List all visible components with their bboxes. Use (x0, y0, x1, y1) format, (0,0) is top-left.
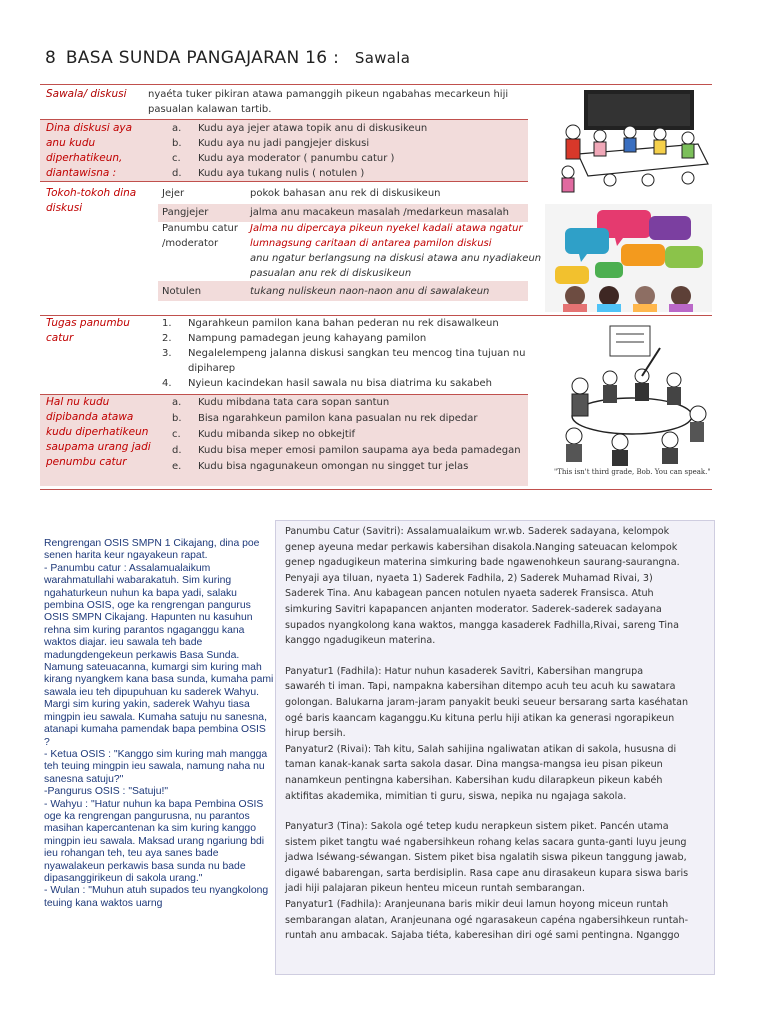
list-text: Negalelempeng jalanna diskusi sangkan teu mencog tina tujuan nu (188, 348, 526, 359)
list-marker: b. (172, 413, 182, 424)
dialogue-line: taman kanak-kanak sarta sakola dasar. Dina mangsa-mangsa ieu pisan pikeun (285, 759, 663, 771)
row-label: Tokoh-tokoh dina diskusi (46, 187, 137, 214)
list-item (162, 346, 525, 361)
list-marker: c. (172, 153, 181, 164)
list-item (162, 331, 525, 346)
role-desc: tukang nuliskeun naon-naon anu di sawalakeun (250, 286, 490, 297)
dialogue-line: genep ayeuna medar perkawis kabersihan disakola.Nanging sateuacan kelompok (285, 541, 678, 553)
list-marker: 1. (162, 318, 172, 329)
role-name: Notulen (162, 286, 202, 297)
list-marker: e. (172, 461, 182, 472)
table-rule (40, 181, 528, 182)
table-rule (40, 119, 528, 120)
list-marker: 2. (162, 333, 172, 344)
speech-bubbles-illustration (545, 204, 712, 312)
list-item (172, 166, 427, 181)
list-text: Kudu mibdana tata cara sopan santun (198, 397, 390, 408)
dialogue-line: hirup bersih. (285, 728, 346, 740)
role-name: Jejer (162, 188, 185, 199)
dialogue-line: jadwa lséwang-séwangan. Sistem piket bisa ngalatih siswa pikeun tanggung jawab, (285, 852, 687, 864)
dialogue-line: genep ngadugikeun materina simkuring bade ngawenohkeun saurang-saurangna. (285, 557, 680, 569)
osis-paragraph: -Pangurus OSIS : "Satuju!" (44, 786, 169, 798)
osis-dialogue (44, 538, 274, 910)
page-title (45, 48, 410, 68)
dialogue-line: Panyatur3 (Tina): Sakola ogé tetep kudu nerapkeun sistem piket. Pancén utama (285, 821, 669, 833)
dialogue-block (285, 742, 705, 804)
list-item (172, 151, 427, 166)
page-number: 8 (45, 48, 57, 68)
row-list (172, 121, 427, 181)
list-marker: b. (172, 138, 182, 149)
dialogue-line: Saderek Tina. Anu kabagean pancen notulen nyaeta saderek Fransisca. Atuh (285, 588, 654, 600)
list-item (162, 316, 525, 331)
list-marker: c. (172, 429, 181, 440)
table-rule (40, 489, 712, 490)
dialogue-block (285, 524, 705, 649)
list-item (172, 459, 521, 475)
list-text: Kudu aya moderator ( panumbu catur ) (198, 153, 395, 164)
row-label: Dina diskusi aya anu kudu diperhatikeun, diantawisna : (46, 122, 133, 179)
summary-table (40, 84, 712, 490)
role-name: Pangjejer (162, 207, 209, 218)
title-text: BASA SUNDA PANGAJARAN 16 : (65, 48, 340, 68)
dialogue-line: Penyaji aya tiluan, nyaeta 1) Saderek Fadhila, 2) Saderek Muhamad Rivai, 3) (285, 572, 653, 584)
list-text: Nampung pamadegan jeung kahayang pamilon (188, 333, 427, 344)
list-marker: a. (172, 397, 182, 408)
list-text: Ngarahkeun pamilon kana bahan pederan nu rek disawalkeun (188, 318, 499, 329)
list-text: Kudu aya nu jadi pangjejer diskusi (198, 138, 370, 149)
osis-paragraph: - Ketua OSIS : "Kanggo sim kuring mah mangga teh teuing mingpin ieu sawala, namung naha nu sanesna satuju?" (44, 748, 268, 785)
role-desc: jalma anu macakeun masalah /medarkeun masalah (250, 207, 510, 218)
role-desc-line: Jalma nu dipercaya pikeun nyekel kadali atawa ngatur (250, 223, 523, 234)
list-marker: d. (172, 168, 182, 179)
osis-paragraph: - Panumbu catur : Assalamualaikum warahmatullahi wabarakatuh. Sim kuring ngahaturkeun nuhun ka bapa yadi, salaku pembina OSIS, oge ka rengrengan pangurus OSIS SMPN Cikajang. Hapunten nu kasuhun rehna sim kuring parantos ngaganggu kana waktos diajar. ieu sawala teh bade madungdengekeun perkawis Basa Sunda. Namung sateuacanna, kumargi sim kuring mah kirang nyangkem kana basa sunda, kumaha pami sawala ieu teh dipupuhuan ku saderek Wahyu. Margi sim kuring yakin, saderek Wahyu tiasa mingpin ieu sawala. Kumaha satuju nu sanesna, atanapi kumaha pamendak bapa pembina OSIS ? (44, 562, 274, 748)
row-list (172, 395, 521, 475)
dialogue-line: sembarangan alatan, Aranjeunana ogé ngarasakeun capéna ngabersihkeun runtah- (285, 914, 689, 926)
list-text: Bisa ngarahkeun pamilon kana pasualan nu rek dipedar (198, 413, 478, 424)
list-item (162, 361, 525, 376)
osis-paragraph: - Wulan : "Muhun atuh supados teu nyangkolong teuing kana waktos uarng (44, 885, 269, 909)
dialogue-line: Panyatur1 (Fadhila): Hatur nuhun kasaderek Savitri, Kabersihan mangrupa (285, 665, 644, 677)
dialogue-line: supados nyangkolong kana waktos, mangga kasaderek Fadhilla,Rivai, sareng Tina (285, 619, 679, 631)
list-marker: d. (172, 445, 182, 456)
dialogue-line: sawaréh ti iman. Tapi, nampakna kabersihan ditempo acuh teu acuh ku sawatara (285, 681, 676, 693)
dialogue-line: sistem piket tangtu waé ngabersihkeun rohang kelas sacara gunta-ganti luyu jeung (285, 836, 687, 848)
dialogue-line: ogé baris kaancam kaganggu.Ku kituna perlu hiji atikan ka generasi ngorapikeun (285, 712, 675, 724)
list-item (172, 427, 521, 443)
row-label: Tugas panumbu catur (46, 317, 130, 344)
role-desc-line: pasualan anu rek di diskusikeun (250, 268, 412, 279)
list-marker: 3. (162, 348, 172, 359)
list-text: Kudu aya jejer atawa topik anu di diskusikeun (198, 123, 428, 134)
dialogue-line: Panyatur1 (Fadhila): Aranjeunana baris mikir deui lamun hoyong miceun runtah (285, 899, 669, 911)
list-item (172, 443, 521, 459)
list-text: Kudu bisa meper emosi pamilon saupama aya beda pamadegan (198, 445, 521, 456)
list-item (172, 136, 427, 151)
list-item (162, 376, 525, 391)
dialogue-block (285, 819, 705, 944)
row-definition (148, 87, 508, 117)
role-desc-line: lumnagsung caritaan di antarea pamilon diskusi (250, 238, 492, 249)
list-item (172, 395, 521, 411)
discussion-dialogue-box (275, 520, 715, 975)
list-text: Kudu bisa ngagunakeun omongan nu singget tur jelas (198, 461, 469, 472)
osis-paragraph: Rengrengan OSIS SMPN 1 Cikajang, dina poe senen harita keur ngayakeun rapat. (44, 538, 260, 562)
role-desc: pokok bahasan anu rek di diskusikeun (250, 188, 441, 199)
dialogue-line: kanggo ngadugikeun materina. (285, 635, 436, 647)
definition-line: pasualan kalawan tartib. (148, 104, 272, 115)
dialogue-line: aktifitas akademika, mimitian ti guru, siswa, nepika nu ngajaga sakola. (285, 790, 627, 802)
dialogue-line: Panumbu Catur (Savitri): Assalamualaikum wr.wb. Saderek sadayana, kelompok (285, 526, 670, 537)
row-label: Hal nu kudu dipibanda atawa kudu diperhatikeun saupama urang jadi penumbu catur (46, 396, 151, 468)
dialogue-line: runtah anu ambacak. Sajaba tiéta, kaberesihan diri ogé sami pentingna. Nganggo (285, 930, 680, 942)
definition-line: nyaéta tuker pikiran atawa pamanggih pikeun ngabahas mecarkeun hiji (148, 89, 509, 100)
dialogue-block (285, 664, 705, 742)
role-desc-line: anu ngatur berlangsung na diskusi atawa anu nyadiakeun (250, 253, 542, 264)
dialogue-line: digawé babarengan, sarta berdisiplin. Rasa cape anu dirasakeun kupara siswa baris (285, 867, 689, 879)
row-label: Sawala/ diskusi (46, 88, 127, 100)
list-marker: a. (172, 123, 182, 134)
classroom-illustration (548, 84, 712, 196)
row-list (162, 316, 525, 391)
dialogue-line: jadi hiji palajaran pikeun henteu miceun runtah sembarangan. (285, 883, 585, 895)
list-item (172, 121, 427, 136)
title-topic: Sawala (354, 49, 411, 67)
list-item (172, 411, 521, 427)
dialogue-line: nanamkeun pentingna kabersihan. Kabersihan kudu dilarapkeun pikeun kabéh (285, 774, 663, 786)
list-text: Kudu mibanda sikep no obkejtif (198, 429, 356, 440)
list-text: dipiharep (188, 363, 236, 374)
osis-paragraph: - Wahyu : "Hatur nuhun ka bapa Pembina OSIS oge ka rengrengan pangurusna, nu parantos masihan kapercantenan ka sim kuring kanggo mingpin ieu sawala. Maksad urang ngariung bdi ieu rohangan teh, teu aya sanes bade nyawalakeun perkawis basa sunda nu bade dipasanggirikeun di sakola urang." (44, 798, 265, 884)
dialogue-line: simkuring Savitri kapapancen anjanten moderator. Saderek-saderek sadayana (285, 603, 662, 615)
dialogue-line: Panyatur2 (Rivai): Tah kitu, Salah sahijina ngaliwatan atikan di sakola, hususna di (285, 743, 677, 755)
list-text: Kudu aya tukang nulis ( notulen ) (198, 168, 365, 179)
meeting-cartoon-illustration (550, 318, 712, 488)
list-marker: 4. (162, 378, 172, 389)
cartoon-caption: "This isn't third grade, Bob. You can speak." (554, 468, 711, 476)
role-name: Panumbu catur /moderator (162, 223, 238, 249)
dialogue-line: golongan. Balukarna jaram-jaram panyakit beuki seueur bersarang sarta kaséhatan (285, 696, 689, 708)
role-desc (250, 221, 541, 281)
list-text: Nyieun kacindekan hasil sawala nu bisa diatrima ku sakabeh (188, 378, 492, 389)
